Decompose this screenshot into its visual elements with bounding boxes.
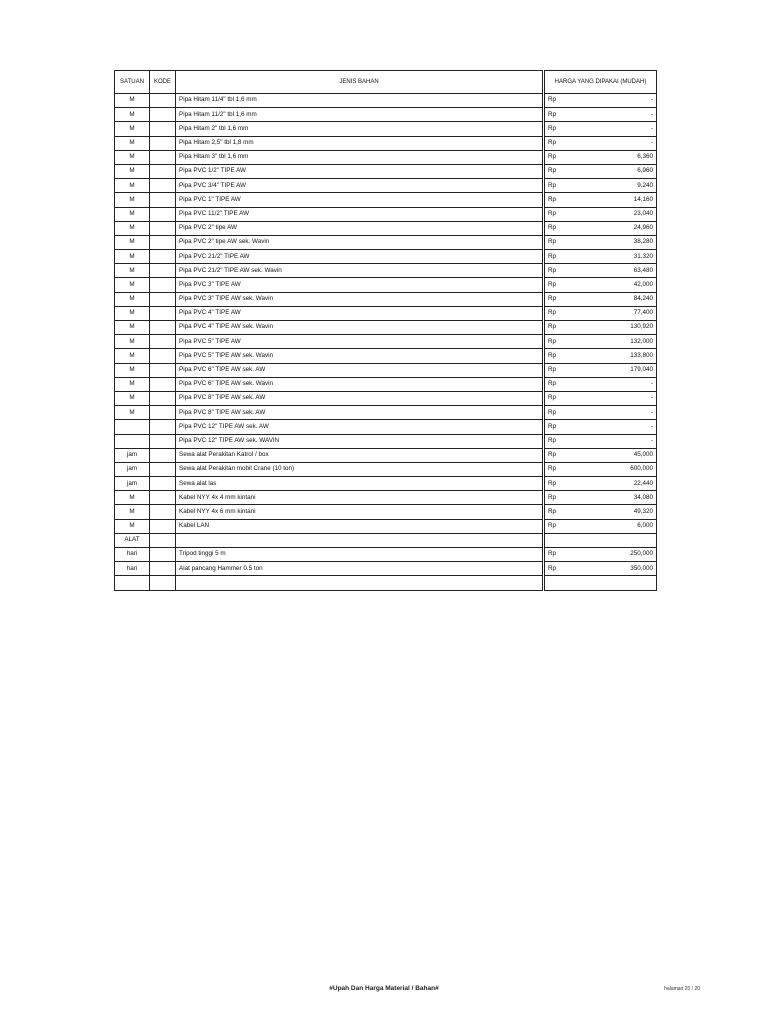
cell-satuan: hari — [115, 562, 150, 576]
header-jenis-bahan: JENIS BAHAN — [176, 71, 544, 94]
cell-satuan: M — [115, 250, 150, 264]
cell-currency: Rp — [544, 164, 604, 178]
cell-currency: Rp — [544, 391, 604, 405]
cell-kode — [150, 235, 176, 249]
cell-jenis-bahan: Pipa PVC 12" TIPE AW sek. WAVIN — [176, 434, 544, 448]
table-row — [115, 335, 657, 349]
table-row — [115, 562, 657, 576]
cell-harga: 600,000 — [604, 462, 657, 476]
cell-satuan: M — [115, 278, 150, 292]
cell-kode — [150, 562, 176, 576]
cell-jenis-bahan: Sewa alat las — [176, 477, 544, 491]
cell-harga: 133,800 — [604, 349, 657, 363]
cell-jenis-bahan: Pipa PVC 12" TIPE AW sek. AW — [176, 420, 544, 434]
cell-jenis-bahan: Kabel NYY 4x 6 mm kintani — [176, 505, 544, 519]
cell-kode — [150, 406, 176, 420]
cell-harga: 45,000 — [604, 448, 657, 462]
header-satuan: SATUAN — [115, 71, 150, 94]
cell-currency: Rp — [544, 306, 604, 320]
cell-satuan: jam — [115, 462, 150, 476]
cell-currency: Rp — [544, 150, 604, 164]
cell-jenis-bahan: Pipa Hitam 2" tbl 1,6 mm — [176, 122, 544, 136]
cell-kode — [150, 363, 176, 377]
cell-kode — [150, 448, 176, 462]
cell-harga: - — [604, 406, 657, 420]
cell-harga: 24,960 — [604, 221, 657, 235]
cell-currency: Rp — [544, 321, 604, 335]
cell-currency: Rp — [544, 477, 604, 491]
cell-harga: - — [604, 434, 657, 448]
cell-harga: - — [604, 420, 657, 434]
cell-currency: Rp — [544, 406, 604, 420]
cell-satuan: M — [115, 349, 150, 363]
cell-harga: 22,440 — [604, 477, 657, 491]
cell-harga: - — [604, 136, 657, 150]
table-row — [115, 235, 657, 249]
cell-kode — [150, 349, 176, 363]
table-row — [115, 406, 657, 420]
cell-kode — [150, 264, 176, 278]
cell-currency: Rp — [544, 94, 604, 108]
table-row — [115, 533, 657, 547]
cell-jenis-bahan: Pipa PVC 6" TIPE AW sek. AW — [176, 363, 544, 377]
table-row — [115, 491, 657, 505]
cell-jenis-bahan — [176, 576, 544, 590]
cell-currency: Rp — [544, 462, 604, 476]
cell-satuan: M — [115, 221, 150, 235]
cell-satuan: M — [115, 136, 150, 150]
table-row — [115, 306, 657, 320]
cell-currency: Rp — [544, 278, 604, 292]
cell-satuan: M — [115, 321, 150, 335]
cell-harga: 34,080 — [604, 491, 657, 505]
cell-satuan: M — [115, 491, 150, 505]
cell-currency — [544, 533, 604, 547]
cell-jenis-bahan: Pipa Hitam 3" tbl 1,6 mm — [176, 150, 544, 164]
cell-harga: 49,320 — [604, 505, 657, 519]
cell-kode — [150, 207, 176, 221]
cell-currency: Rp — [544, 349, 604, 363]
cell-satuan — [115, 420, 150, 434]
cell-kode — [150, 193, 176, 207]
table-row — [115, 221, 657, 235]
cell-kode — [150, 491, 176, 505]
cell-kode — [150, 576, 176, 590]
cell-kode — [150, 420, 176, 434]
table-header-row — [115, 71, 657, 94]
cell-harga: 6,960 — [604, 164, 657, 178]
cell-currency: Rp — [544, 292, 604, 306]
material-price-table — [114, 70, 657, 591]
cell-kode — [150, 136, 176, 150]
cell-currency: Rp — [544, 193, 604, 207]
cell-kode — [150, 278, 176, 292]
cell-kode — [150, 250, 176, 264]
cell-kode — [150, 292, 176, 306]
cell-currency: Rp — [544, 448, 604, 462]
table-row — [115, 363, 657, 377]
cell-harga: 14,160 — [604, 193, 657, 207]
cell-jenis-bahan: Pipa PVC 11/2" TIPE AW — [176, 207, 544, 221]
cell-jenis-bahan: Tripod tinggi 5 m — [176, 548, 544, 562]
cell-kode — [150, 321, 176, 335]
cell-satuan: M — [115, 505, 150, 519]
cell-currency: Rp — [544, 548, 604, 562]
cell-jenis-bahan: Sewa alat Perakitan Katrol / box — [176, 448, 544, 462]
table-row — [115, 264, 657, 278]
cell-harga: 350,000 — [604, 562, 657, 576]
cell-satuan: M — [115, 122, 150, 136]
cell-jenis-bahan: Pipa Hitam 11/2" tbl 1,6 mm — [176, 108, 544, 122]
table-row — [115, 349, 657, 363]
cell-kode — [150, 548, 176, 562]
cell-harga: - — [604, 377, 657, 391]
cell-jenis-bahan: Pipa PVC 1" TIPE AW — [176, 193, 544, 207]
cell-currency: Rp — [544, 221, 604, 235]
cell-harga — [604, 576, 657, 590]
table-row — [115, 548, 657, 562]
cell-harga: 6,360 — [604, 150, 657, 164]
table-row — [115, 150, 657, 164]
cell-harga: - — [604, 108, 657, 122]
cell-harga: 9,240 — [604, 179, 657, 193]
cell-kode — [150, 335, 176, 349]
cell-currency: Rp — [544, 122, 604, 136]
cell-currency: Rp — [544, 179, 604, 193]
table-row — [115, 477, 657, 491]
cell-harga: 38,280 — [604, 235, 657, 249]
cell-currency: Rp — [544, 505, 604, 519]
table-row — [115, 576, 657, 590]
cell-kode — [150, 221, 176, 235]
table-row — [115, 136, 657, 150]
cell-satuan: hari — [115, 548, 150, 562]
table-row — [115, 108, 657, 122]
cell-currency: Rp — [544, 108, 604, 122]
cell-jenis-bahan: Pipa PVC 4" TIPE AW — [176, 306, 544, 320]
cell-satuan — [115, 434, 150, 448]
cell-harga: 130,920 — [604, 321, 657, 335]
cell-jenis-bahan: Pipa PVC 21/2" TIPE AW sek. Wavin — [176, 264, 544, 278]
cell-satuan: M — [115, 179, 150, 193]
cell-harga: 63,480 — [604, 264, 657, 278]
cell-satuan: M — [115, 235, 150, 249]
table-row — [115, 321, 657, 335]
cell-currency: Rp — [544, 264, 604, 278]
footer-page-number: halaman 20 / 20 — [664, 986, 700, 992]
cell-kode — [150, 519, 176, 533]
cell-satuan: M — [115, 108, 150, 122]
cell-kode — [150, 462, 176, 476]
cell-harga: 42,000 — [604, 278, 657, 292]
cell-kode — [150, 306, 176, 320]
cell-currency: Rp — [544, 363, 604, 377]
cell-jenis-bahan: Pipa PVC 21/2" TIPE AW — [176, 250, 544, 264]
cell-satuan: M — [115, 264, 150, 278]
cell-satuan: M — [115, 519, 150, 533]
table-row — [115, 207, 657, 221]
cell-satuan: ALAT — [115, 533, 150, 547]
cell-currency: Rp — [544, 335, 604, 349]
table-row — [115, 179, 657, 193]
footer-title: #Upah Dan Harga Material / Bahan# — [329, 985, 439, 992]
cell-satuan: M — [115, 193, 150, 207]
cell-jenis-bahan: Sewa alat Perakitan mobil Crane (10 ton) — [176, 462, 544, 476]
cell-satuan: M — [115, 150, 150, 164]
table-row — [115, 420, 657, 434]
cell-jenis-bahan: Pipa Hitam 2,5" tbl 1,8 mm — [176, 136, 544, 150]
cell-jenis-bahan: Pipa PVC 4" TIPE AW sek. Wavin — [176, 321, 544, 335]
table-row — [115, 505, 657, 519]
cell-kode — [150, 533, 176, 547]
cell-jenis-bahan: Pipa Hitam 11/4" tbl 1,6 mm — [176, 94, 544, 108]
cell-satuan: M — [115, 363, 150, 377]
table-row — [115, 434, 657, 448]
cell-jenis-bahan: Pipa PVC 2" tipe AW — [176, 221, 544, 235]
table-row — [115, 448, 657, 462]
table-row — [115, 391, 657, 405]
table-row — [115, 193, 657, 207]
table-row — [115, 377, 657, 391]
cell-satuan: M — [115, 406, 150, 420]
cell-kode — [150, 434, 176, 448]
cell-jenis-bahan: Pipa PVC 6" TIPE AW sek. Wavin — [176, 377, 544, 391]
cell-currency: Rp — [544, 434, 604, 448]
cell-currency: Rp — [544, 562, 604, 576]
table-row — [115, 292, 657, 306]
cell-harga: 77,400 — [604, 306, 657, 320]
cell-harga — [604, 533, 657, 547]
cell-kode — [150, 164, 176, 178]
cell-currency: Rp — [544, 207, 604, 221]
table-row — [115, 164, 657, 178]
cell-currency: Rp — [544, 250, 604, 264]
cell-satuan: M — [115, 94, 150, 108]
cell-jenis-bahan: Alat pancang Hammer 0.5 ton — [176, 562, 544, 576]
cell-jenis-bahan: Pipa PVC 5" TIPE AW — [176, 335, 544, 349]
cell-jenis-bahan: Pipa PVC 5" TIPE AW sek. Wavin — [176, 349, 544, 363]
cell-harga: 6,000 — [604, 519, 657, 533]
cell-satuan: M — [115, 391, 150, 405]
cell-currency: Rp — [544, 136, 604, 150]
cell-harga: 31,320 — [604, 250, 657, 264]
cell-jenis-bahan: Kabel NYY 4x 4 mm kintani — [176, 491, 544, 505]
cell-jenis-bahan: Pipa PVC 3" TIPE AW sek. Wavin — [176, 292, 544, 306]
table-body — [115, 94, 657, 591]
cell-satuan: M — [115, 207, 150, 221]
cell-currency: Rp — [544, 377, 604, 391]
cell-jenis-bahan: Pipa PVC 2" tipe AW sek. Wavin — [176, 235, 544, 249]
cell-satuan: jam — [115, 477, 150, 491]
header-kode: KODE — [150, 71, 176, 94]
cell-currency: Rp — [544, 420, 604, 434]
cell-satuan: M — [115, 377, 150, 391]
cell-jenis-bahan: Pipa PVC 1/2" TIPE AW — [176, 164, 544, 178]
cell-jenis-bahan: Pipa PVC 8" TIPE AW sek. AW — [176, 391, 544, 405]
cell-satuan: M — [115, 292, 150, 306]
cell-kode — [150, 505, 176, 519]
cell-satuan: M — [115, 306, 150, 320]
header-harga: HARGA YANG DIPAKAI (MUDAH) — [544, 71, 657, 94]
cell-satuan: M — [115, 335, 150, 349]
cell-kode — [150, 377, 176, 391]
cell-harga: 84,240 — [604, 292, 657, 306]
cell-currency: Rp — [544, 235, 604, 249]
cell-jenis-bahan: Pipa PVC 3" TIPE AW — [176, 278, 544, 292]
cell-satuan: M — [115, 164, 150, 178]
cell-harga: 250,000 — [604, 548, 657, 562]
cell-kode — [150, 94, 176, 108]
table-row — [115, 278, 657, 292]
table-row — [115, 94, 657, 108]
cell-currency — [544, 576, 604, 590]
table-row — [115, 462, 657, 476]
cell-kode — [150, 179, 176, 193]
cell-harga: - — [604, 94, 657, 108]
table-row — [115, 122, 657, 136]
cell-kode — [150, 477, 176, 491]
cell-harga: - — [604, 391, 657, 405]
cell-jenis-bahan: Pipa PVC 3/4" TIPE AW — [176, 179, 544, 193]
table-row — [115, 250, 657, 264]
cell-harga: 132,000 — [604, 335, 657, 349]
cell-currency: Rp — [544, 491, 604, 505]
cell-satuan: jam — [115, 448, 150, 462]
cell-harga: 23,040 — [604, 207, 657, 221]
cell-jenis-bahan: Pipa PVC 8" TIPE AW sek. AW — [176, 406, 544, 420]
cell-kode — [150, 122, 176, 136]
cell-kode — [150, 108, 176, 122]
cell-harga: - — [604, 122, 657, 136]
cell-jenis-bahan: Kabel LAN — [176, 519, 544, 533]
cell-currency: Rp — [544, 519, 604, 533]
cell-satuan — [115, 576, 150, 590]
cell-kode — [150, 391, 176, 405]
cell-jenis-bahan — [176, 533, 544, 547]
cell-kode — [150, 150, 176, 164]
table-row — [115, 519, 657, 533]
cell-harga: 179,040 — [604, 363, 657, 377]
